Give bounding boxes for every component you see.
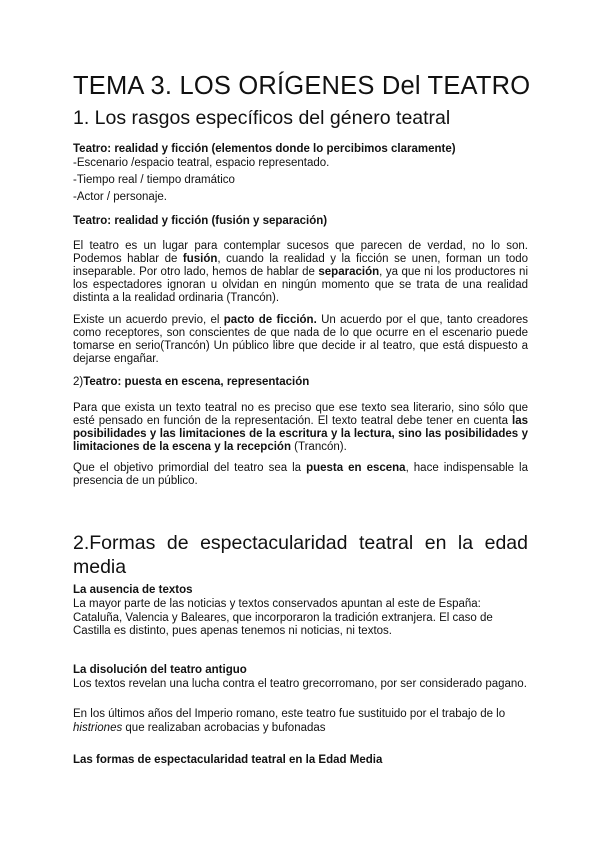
block2-paragraph-1: El teatro es un lugar para contemplar sucesos que parecen de verdad, no lo son. Podemos hablar de fusión, cuando la realidad y la ficción se unen, forman un todo inseparable. Por otro lado, hemos de hablar de separación, ya que ni los productores ni los espectadores ignoran u olvidan en ningún momento que se trata de una realidad distinta a la realidad ordinaria (Trancón). (73, 240, 529, 304)
block1-line: -Escenario /espacio teatral, espacio representado. (73, 157, 330, 169)
block2-paragraph-2: Existe un acuerdo previo, el pacto de ficción. Un acuerdo por el que, tanto creadores como receptores, son conscientes de que nada de lo que ocurre en el escenario puede tomarse en serio(Trancón) Un público libre que decide ir al teatro, que está dispuesto a dejarse engañar. (73, 314, 528, 365)
sub1-paragraph: La mayor parte de las noticias y textos conservados apuntan al este de España: Cataluña, Valencia y Baleares, que incorporaron la tradición extranjera. El caso de Castilla es distinto, pues apenas tenemos ni noticias, ni textos. (73, 598, 493, 637)
section2-heading: 2.Formas de espectacularidad teatral en la edad media (73, 532, 528, 578)
block3-paragraph-2: Que el objetivo primordial del teatro sea la puesta en escena, hace indispensable la presencia de un público. (73, 462, 528, 487)
sub2-heading: La disolución del teatro antiguo (73, 664, 247, 676)
sub1-heading: La ausencia de textos (73, 584, 193, 596)
sub3-heading: Las formas de espectacularidad teatral en la Edad Media (73, 754, 383, 766)
block1-heading: Teatro: realidad y ficción (elementos donde lo percibimos claramente) (73, 143, 456, 155)
block1-line: -Tiempo real / tiempo dramático (73, 174, 235, 186)
block3-paragraph-1: Para que exista un texto teatral no es preciso que ese texto sea literario, sino sólo que esté pensado en función de la representación. El texto teatral debe tener en cuenta las posibilidades y las limitaciones de la escritura y la lectura, sino las posibilidades y limitaciones de la escena y la recepción (Trancón). (73, 402, 528, 453)
block2-heading: Teatro: realidad y ficción (fusión y separación) (73, 215, 328, 227)
block3-heading: 2)Teatro: puesta en escena, representación (73, 376, 310, 388)
sub2-paragraph-1: Los textos revelan una lucha contra el teatro grecorromano, por ser considerado pagano. (73, 678, 527, 690)
page-title: TEMA 3. LOS ORÍGENES Del TEATRO (73, 72, 531, 100)
sub2-paragraph-2: En los últimos años del Imperio romano, este teatro fue sustituido por el trabajo de lo histriones que realizaban acrobacias y bufonadas (73, 708, 506, 734)
block1-line: -Actor / personaje. (73, 191, 167, 203)
section1-heading: 1. Los rasgos específicos del género teatral (73, 107, 451, 129)
